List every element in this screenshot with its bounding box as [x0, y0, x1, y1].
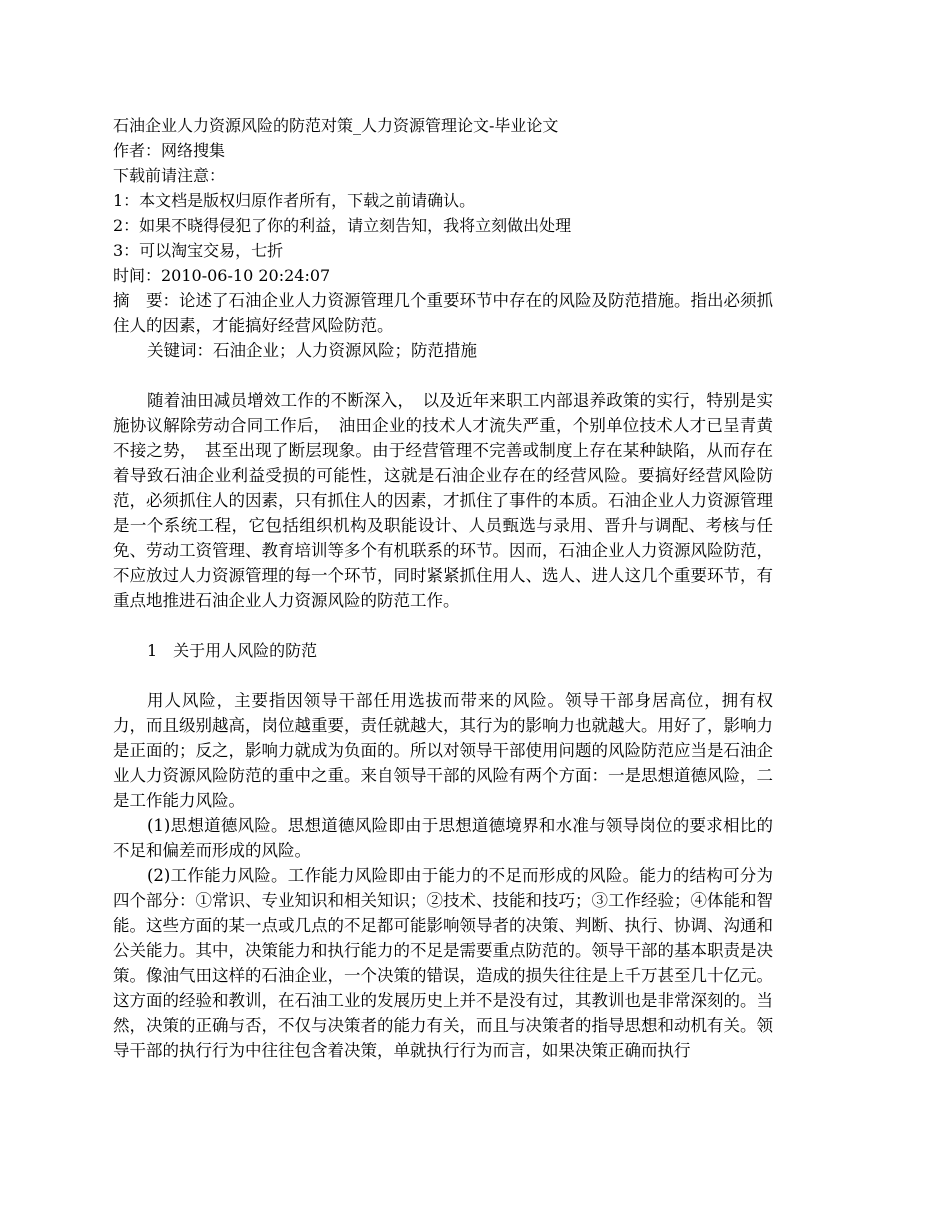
spacer — [113, 663, 773, 688]
time-line: 时间：2010-06-10 20:24:07 — [113, 266, 331, 285]
section-1-paragraph: 用人风险，主要指因领导干部任用选拔而带来的风险。领导干部身居高位，拥有权力，而且级别越高，岗位越重要，责任就越大，其行为的影响力也就越大。用好了，影响力是正面的；反之，影响力就成为负面的。所以对领导干部使用问题的风险防范应当是石油企业人力资源风险防范的重中之重。来自领导干部的风险有两个方面：一是思想道德风险，二是工作能力风险。 — [113, 691, 773, 810]
notice-item-3: 3：可以淘宝交易，七折 — [113, 241, 284, 260]
section-1-paragraph: (1)思想道德风险。思想道德风险即由于思想道德境界和水准与领导岗位的要求相比的不足和偏差而形成的风险。 — [113, 816, 773, 860]
spacer — [113, 613, 773, 638]
intro-paragraph: 随着油田减员增效工作的不断深入， 以及近年来职工内部退养政策的实行，特别是实施协议解除劳动合同工作后， 油田企业的技术人才流失严重，个别单位技术人才已呈青黄不接之势， 甚至出现了断层现象。由于经营管理不完善或制度上存在某种缺陷，从而存在着导致石油企业利益受损的可能性，这就是石油企业存在的经营风险。要搞好经营风险防范，必须抓住人的因素，只有抓住人的因素，才抓住了事件的本质。石油企业人力资源管理是一个系统工程，它包括组织机构及职能设计、人员甄选与录用、晋升与调配、考核与任免、劳动工资管理、教育培训等多个有机联系的环节。因而，石油企业人力资源风险防范，不应放过人力资源管理的每一个环节，同时紧紧抓住用人、选人、进人这几个重要环节，有重点地推进石油企业人力资源风险的防范工作。 — [113, 391, 773, 610]
keywords: 关键词：石油企业；人力资源风险；防范措施 — [147, 341, 477, 360]
section-1-paragraph: (2)工作能力风险。工作能力风险即由于能力的不足而形成的风险。能力的结构可分为四个部分：①常识、专业知识和相关知识；②技术、技能和技巧；③工作经验；④体能和智能。这些方面的某一点或几点的不足都可能影响领导者的决策、判断、执行、协调、沟通和公关能力。其中，决策能力和执行能力的不足是需要重点防范的。领导干部的基本职责是决策。像油气田这样的石油企业，一个决策的错误，造成的损失往往是上千万甚至几十亿元。这方面的经验和教训，在石油工业的发展历史上并不是没有过，其教训也是非常深刻的。当然，决策的正确与否，不仅与决策者的能力有关，而且与决策者的指导思想和动机有关。领导干部的执行行为中往往包含着决策，单就执行行为而言，如果决策正确而执行 — [113, 866, 773, 1060]
author-line: 作者：网络搜集 — [113, 141, 226, 160]
notice-item-1: 1：本文档是版权归原作者所有，下载之前请确认。 — [113, 191, 476, 210]
document-page — [113, 113, 773, 1063]
section-1-heading: 1 关于用人风险的防范 — [147, 641, 318, 660]
document-title: 石油企业人力资源风险的防范对策_人力资源管理论文-毕业论文 — [113, 116, 559, 135]
abstract: 摘 要：论述了石油企业人力资源管理几个重要环节中存在的风险及防范措施。指出必须抓住人的因素，才能搞好经营风险防范。 — [113, 291, 773, 335]
spacer — [113, 363, 773, 388]
notice-header: 下载前请注意： — [113, 166, 226, 185]
notice-item-2: 2：如果不晓得侵犯了你的利益，请立刻告知，我将立刻做出处理 — [113, 216, 572, 235]
